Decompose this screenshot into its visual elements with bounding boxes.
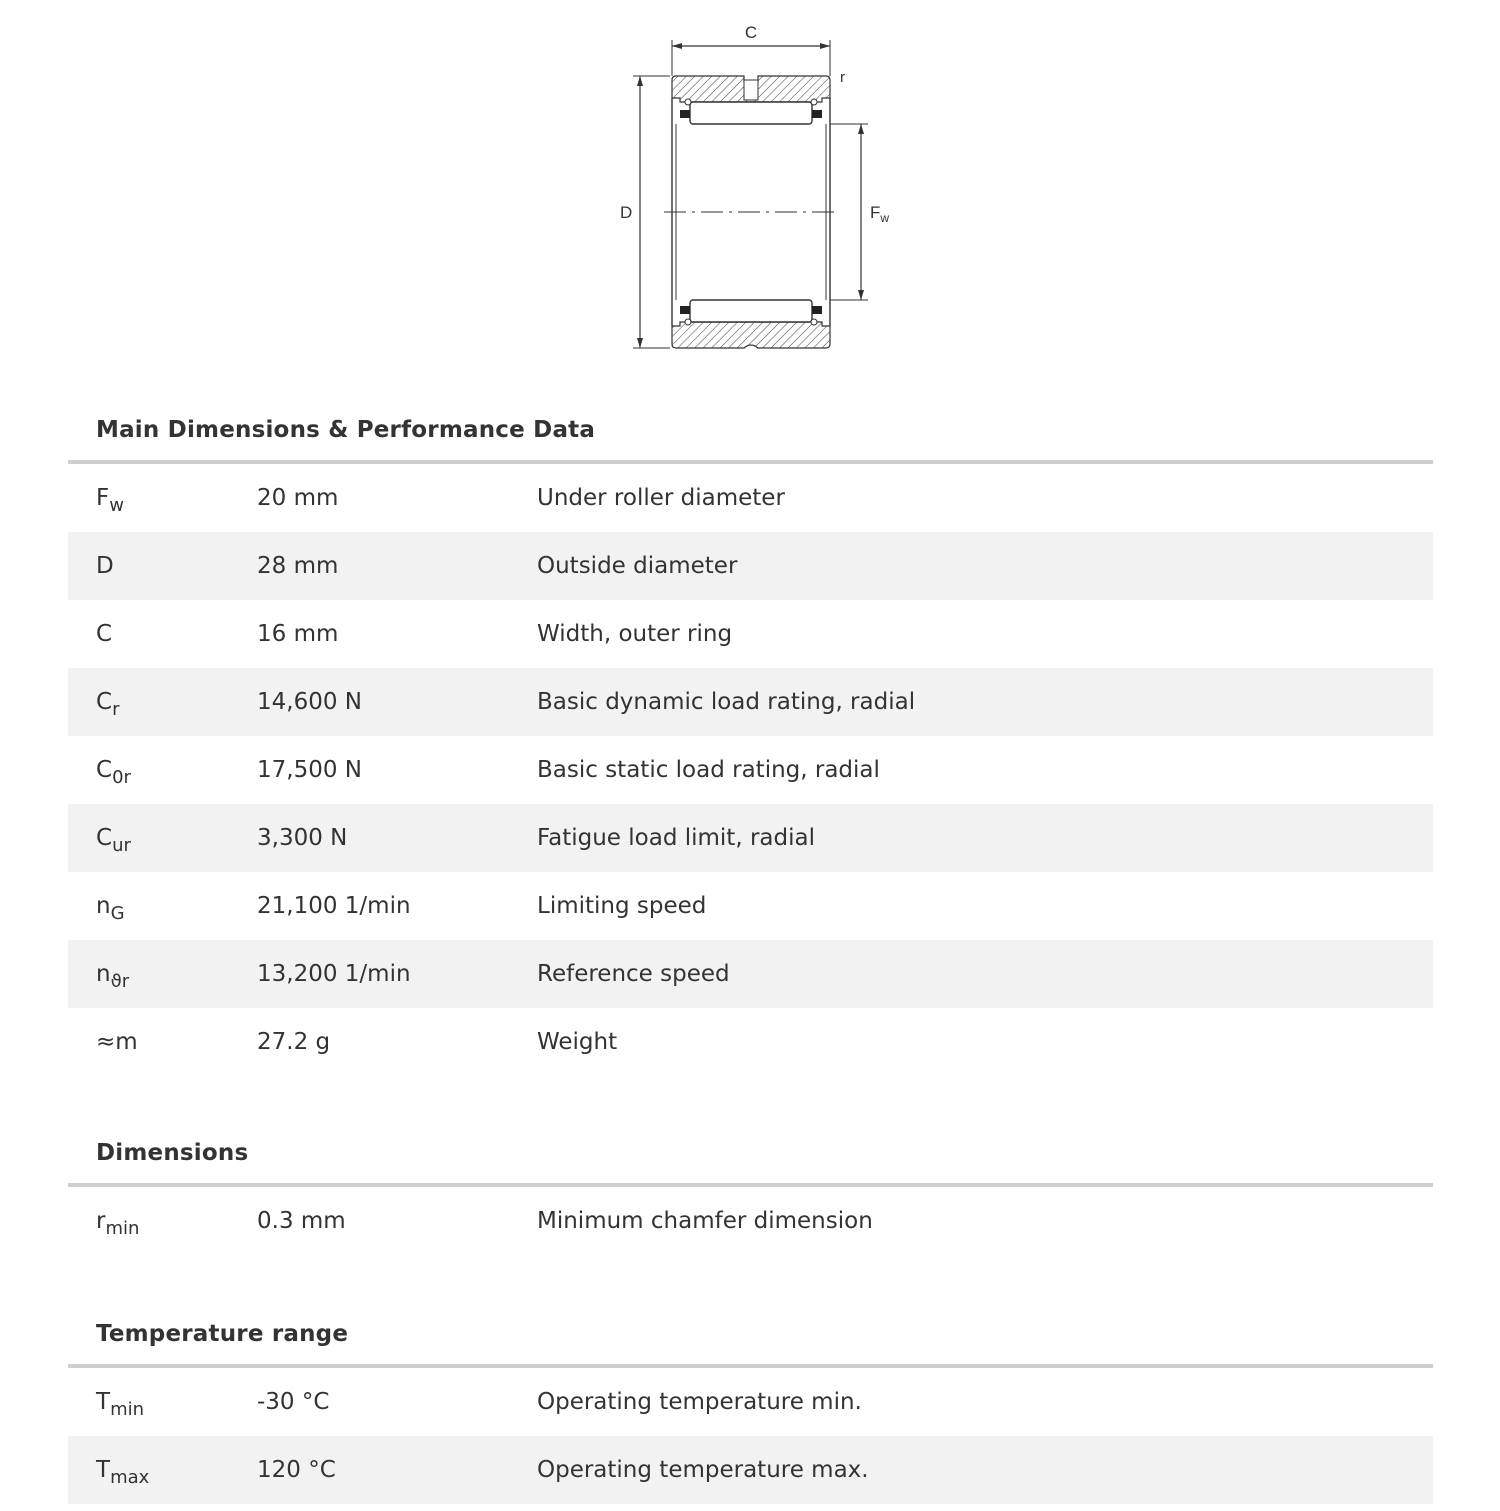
row-symbol [68,825,257,856]
row-description: Reference speed [537,961,730,987]
symbol-main: C [96,757,113,783]
table-row [68,872,1433,940]
symbol-main: C [96,621,113,647]
row-symbol [68,1208,257,1239]
section-title-main: Main Dimensions & Performance Data [96,417,596,443]
symbol-main: r [96,1208,106,1234]
symbol-main: T [96,1389,111,1415]
row-description: Under roller diameter [537,485,785,511]
symbol-subscript: min [105,1218,140,1239]
row-symbol [68,961,257,992]
symbol-subscript: max [110,1467,150,1488]
table-row [68,600,1433,668]
row-symbol [68,1457,257,1488]
symbol-subscript: ϑr [110,971,130,992]
row-description: Outside diameter [537,553,738,579]
table-row [68,1187,1433,1255]
section-title-dimensions: Dimensions [96,1140,249,1166]
row-value: 120 °C [257,1457,336,1483]
row-symbol [68,485,257,516]
table-row [68,940,1433,1008]
table-row [68,1436,1433,1504]
row-description: Operating temperature min. [537,1389,862,1415]
label-d: D [620,203,633,222]
symbol-main: C [96,825,113,851]
table-row [68,1368,1433,1436]
symbol-main: n [96,961,111,987]
label-r: r [840,69,845,86]
row-value: 28 mm [257,553,339,579]
row-value: 0.3 mm [257,1208,346,1234]
row-value: 20 mm [257,485,339,511]
temperature-section [68,1304,1433,1504]
table-row [68,532,1433,600]
main-dimensions-section [68,400,1433,1076]
row-symbol [68,893,257,924]
symbol-subscript: r [112,699,120,720]
row-value: 16 mm [257,621,339,647]
symbol-subscript: ur [112,835,131,856]
row-value: 14,600 N [257,689,362,715]
symbol-subscript: G [110,903,125,924]
row-symbol [68,1389,257,1420]
dimensions-table [68,1187,1433,1255]
row-value: 13,200 1/min [257,961,411,987]
table-row [68,736,1433,804]
row-value: 21,100 1/min [257,893,411,919]
row-symbol [68,553,257,579]
row-symbol [68,621,257,647]
symbol-main: D [96,553,114,579]
section-title-temperature: Temperature range [96,1321,349,1347]
label-fw: $F_w$ [870,203,890,225]
symbol-subscript: 0r [112,767,131,788]
row-description: Fatigue load limit, radial [537,825,815,851]
symbol-main: n [96,893,111,919]
symbol-subscript: w [109,495,124,516]
symbol-main: C [96,689,113,715]
row-value: 17,500 N [257,757,362,783]
row-description: Basic static load rating, radial [537,757,880,783]
row-description: Operating temperature max. [537,1457,869,1483]
row-symbol [68,1029,257,1055]
table-row [68,1008,1433,1076]
row-symbol [68,689,257,720]
main-dimensions-table [68,464,1433,1076]
row-symbol [68,757,257,788]
row-description: Weight [537,1029,618,1055]
row-description: Width, outer ring [537,621,733,647]
dimensions-section [68,1123,1433,1255]
symbol-subscript: min [110,1399,145,1420]
row-description: Minimum chamfer dimension [537,1208,873,1234]
symbol-main: T [96,1457,111,1483]
temperature-table [68,1368,1433,1504]
table-row [68,668,1433,736]
bearing-cross-section-drawing [600,18,910,358]
row-value: -30 °C [257,1389,330,1415]
row-value: 3,300 N [257,825,348,851]
symbol-main: F [96,485,110,511]
symbol-main: ≈m [96,1029,138,1055]
row-description: Basic dynamic load rating, radial [537,689,916,715]
label-c: C [744,23,758,42]
table-row [68,804,1433,872]
row-value: 27.2 g [257,1029,331,1055]
row-description: Limiting speed [537,893,707,919]
table-row [68,464,1433,532]
